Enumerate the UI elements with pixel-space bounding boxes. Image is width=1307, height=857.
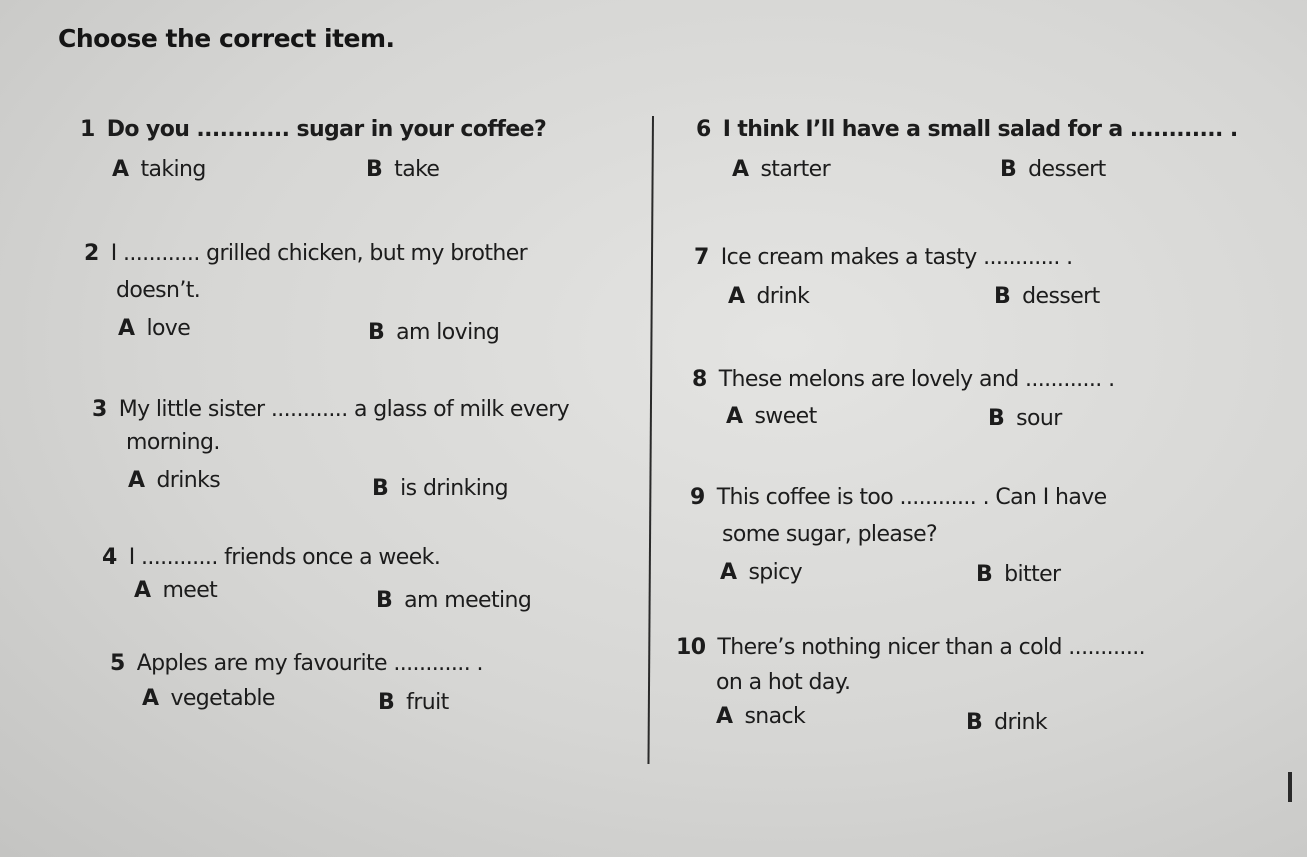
question-3-continued: morning. bbox=[126, 430, 220, 455]
option-text: spicy bbox=[748, 560, 803, 585]
question-number: 3 bbox=[92, 397, 107, 422]
option-5a[interactable] bbox=[142, 686, 275, 711]
option-text: bitter bbox=[1004, 562, 1061, 587]
question-number: 6 bbox=[696, 117, 711, 142]
question-2-continued: doesn’t. bbox=[116, 278, 201, 303]
option-text: dessert bbox=[1022, 284, 1100, 309]
question-number: 1 bbox=[80, 117, 95, 142]
question-3 bbox=[92, 392, 569, 428]
option-text: drink bbox=[994, 710, 1047, 735]
page-title: Choose the correct item. bbox=[58, 24, 395, 53]
question-number: 7 bbox=[694, 245, 709, 270]
option-text: love bbox=[146, 316, 191, 341]
option-letter: A bbox=[128, 468, 145, 493]
option-4a[interactable] bbox=[134, 578, 217, 603]
option-letter: B bbox=[988, 406, 1005, 431]
option-text: vegetable bbox=[170, 686, 275, 711]
question-text: I ............ grilled chicken, but my brother bbox=[110, 241, 528, 266]
question-10-continued: on a hot day. bbox=[716, 670, 851, 695]
question-9 bbox=[690, 480, 1107, 516]
option-text: drink bbox=[756, 284, 810, 309]
question-number: 9 bbox=[690, 485, 705, 510]
question-text: Do you ............ sugar in your coffee? bbox=[106, 117, 547, 142]
option-7a[interactable] bbox=[728, 284, 809, 309]
question-number: 10 bbox=[676, 635, 706, 660]
option-letter: A bbox=[134, 578, 151, 603]
column-divider bbox=[647, 116, 654, 764]
option-text: sour bbox=[1016, 406, 1062, 431]
option-letter: A bbox=[720, 560, 737, 585]
option-4b[interactable] bbox=[376, 588, 531, 613]
option-6b[interactable] bbox=[1000, 157, 1106, 182]
option-text: dessert bbox=[1028, 157, 1106, 182]
option-letter: A bbox=[726, 404, 743, 429]
option-10b[interactable] bbox=[966, 710, 1047, 735]
question-number: 5 bbox=[110, 651, 125, 676]
option-letter: B bbox=[994, 284, 1011, 309]
option-9b[interactable] bbox=[976, 562, 1060, 587]
question-text: Ice cream makes a tasty ............ . bbox=[720, 245, 1073, 270]
question-9-continued: some sugar, please? bbox=[722, 522, 938, 547]
option-letter: B bbox=[372, 476, 389, 501]
option-text: taking bbox=[140, 157, 206, 182]
option-text: drinks bbox=[156, 468, 221, 493]
option-8b[interactable] bbox=[988, 406, 1062, 431]
question-7 bbox=[694, 240, 1073, 276]
question-number: 2 bbox=[84, 241, 99, 266]
option-letter: A bbox=[142, 686, 159, 711]
option-letter: A bbox=[728, 284, 745, 309]
option-3a[interactable] bbox=[128, 468, 220, 493]
question-text: Apples are my favourite ............ . bbox=[136, 651, 483, 676]
option-9a[interactable] bbox=[720, 560, 802, 585]
option-3b[interactable] bbox=[372, 476, 508, 501]
option-6a[interactable] bbox=[732, 157, 830, 182]
option-text: sweet bbox=[754, 404, 817, 429]
question-4 bbox=[102, 540, 440, 576]
question-6 bbox=[696, 112, 1238, 148]
option-text: am meeting bbox=[404, 588, 532, 613]
option-text: fruit bbox=[406, 690, 449, 715]
question-2 bbox=[84, 236, 527, 272]
option-text: snack bbox=[744, 704, 806, 729]
option-text: starter bbox=[760, 157, 831, 182]
option-5b[interactable] bbox=[378, 690, 449, 715]
option-letter: A bbox=[716, 704, 733, 729]
question-number: 4 bbox=[102, 545, 117, 570]
option-8a[interactable] bbox=[726, 404, 817, 429]
option-text: am loving bbox=[396, 320, 500, 345]
option-1b[interactable] bbox=[366, 157, 439, 182]
option-letter: B bbox=[1000, 157, 1017, 182]
option-letter: B bbox=[366, 157, 383, 182]
option-text: is drinking bbox=[400, 476, 508, 501]
option-letter: B bbox=[378, 690, 395, 715]
option-7b[interactable] bbox=[994, 284, 1100, 309]
option-1a[interactable] bbox=[112, 157, 206, 182]
question-text: These melons are lovely and ............ . bbox=[718, 367, 1115, 392]
option-letter: B bbox=[368, 320, 385, 345]
question-text: My little sister ............ a glass of milk every bbox=[118, 397, 570, 422]
question-text: This coffee is too ............ . Can I have bbox=[716, 485, 1107, 510]
option-letter: A bbox=[118, 316, 135, 341]
question-text: I ............ friends once a week. bbox=[128, 545, 441, 570]
question-10 bbox=[676, 630, 1145, 666]
option-2a[interactable] bbox=[118, 316, 190, 341]
option-letter: B bbox=[976, 562, 993, 587]
question-5 bbox=[110, 646, 483, 682]
option-letter: B bbox=[376, 588, 393, 613]
option-letter: A bbox=[732, 157, 749, 182]
option-letter: A bbox=[112, 157, 129, 182]
option-text: take bbox=[394, 157, 440, 182]
text-cursor-mark bbox=[1288, 772, 1292, 802]
question-8 bbox=[692, 362, 1114, 398]
option-10a[interactable] bbox=[716, 704, 805, 729]
question-1 bbox=[80, 112, 546, 148]
question-text: I think I’ll have a small salad for a ............ . bbox=[722, 117, 1238, 142]
question-text: There’s nothing nicer than a cold ............ bbox=[717, 635, 1146, 660]
option-text: meet bbox=[162, 578, 218, 603]
question-number: 8 bbox=[692, 367, 707, 392]
option-2b[interactable] bbox=[368, 320, 499, 345]
option-letter: B bbox=[966, 710, 983, 735]
